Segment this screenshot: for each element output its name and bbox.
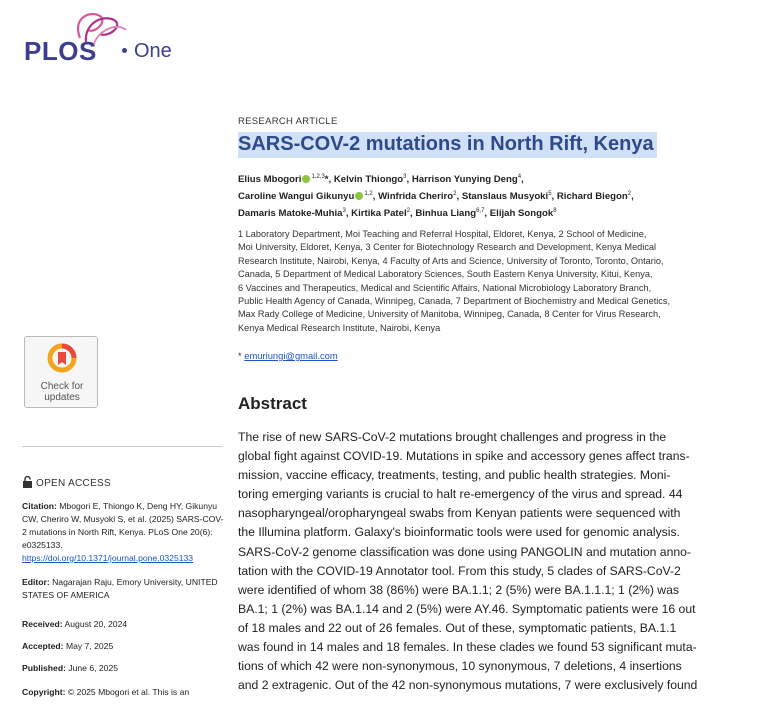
corresponding-email: * emuriungi@gmail.com [238,350,338,361]
sidebar-divider [22,446,222,447]
affiliation-line: 1 Laboratory Department, Moi Teaching and Referral Hospital, Eldoret, Kenya, 2 School of Medicine, [238,229,647,239]
affiliations [238,228,748,335]
author-list [238,170,748,222]
badge-line1: Check for [40,381,84,392]
received-block: Received: August 20, 2024 [22,619,128,629]
affiliation-line: Research Institute, Nairobi, Kenya, 4 Faculty of Arts and Science, University of Toronto, Toronto, Ontario, [238,255,664,266]
affiliation-line: Kenya Medical Research Institute, Nairobi, Kenya [238,322,441,333]
abstract-line: BA.1; 1 (2%) was BA.1.14 and 2 (5%) were AY.46. Symptomatic patients were 16 out [238,601,696,616]
open-lock-icon [22,476,33,488]
logo-dot [122,48,127,53]
affiliation-line: Canada, 5 Department of Medical Laboratory Sciences, South Eastern Kenya University, Kitui, Kenya, [238,269,653,280]
abstract-line: the Illumina platform. Galaxy's bioinformatic tools were used for genomic analysis. [238,525,680,540]
abstract-heading: Abstract [238,394,307,413]
accepted-block: Accepted: May 7, 2025 [22,641,114,651]
abstract-line: mission, vaccine efficacy, treatments, testing, and public health strategies. Moni- [238,468,671,483]
published-block: Published: June 6, 2025 [22,663,119,673]
abstract-body [238,428,744,695]
editor-block: Editor: Nagarajan Raju, Emory University, UNITED STATES OF AMERICA [22,577,218,600]
badge-line2: updates [44,392,80,403]
abstract-line: of 18 males and 22 out of 26 females. Out of these, symptomatic patients, BA.1.1 [238,620,677,635]
abstract-line: toring emerging variants is crucial to halt re-emergency of the virus and spread. 44 [238,487,683,502]
abstract-line: nasopharyngeal/oropharyngeal swabs from Kenyan patients were sequenced with [238,506,681,521]
check-for-updates-badge[interactable] [24,336,98,408]
plos-one-logo[interactable] [22,8,192,68]
article-title: SARS-COV-2 mutations in North Rift, Kenya [238,132,657,158]
citation-doi-link[interactable]: https://doi.org/10.1371/journal.pone.0325133 [22,553,194,563]
author-line-3: Damaris Matoke-Muhia$^3$, Kirtika Patel$^2$, Binhua Liang$^{6,7}$, Elijah Songok$^8$ [238,208,557,220]
abstract-line: tions of which 42 were non-synonymous, 10 synonymous, 7 deletions, 4 insertions [238,659,682,674]
orcid-icon[interactable] [302,175,310,183]
orcid-icon[interactable] [355,192,363,200]
author-line-2: Caroline Wangui Gikunyu $^{1,2}$, Winfrida Cheriro$^2$, Stanslaus Musyoki$^5$, Richard Biegon$^2$, [238,191,634,203]
abstract-line: global fight against COVID-19. Mutations in spike and accessory genes affect trans- [238,449,690,464]
affiliation-line: Public Health Agency of Canada, Winnipeg, Canada, 7 Department of Biochemistry and Medical Genetics, [238,296,671,307]
abstract-line: and 2 extragenic. Out of the 42 non-synonymous mutations, 7 were exclusively found [238,678,698,693]
logo-one-text: One [134,40,172,62]
crossmark-icon [47,343,77,373]
email-link[interactable]: emuriungi@gmail.com [244,350,338,361]
citation-block: Citation: Mbogori E, Thiongo K, Deng HY, Gikunyu CW, Cheriro W, Musyoki S, et al. (2025) SARS-COV-2 mutations in North Rift, Kenya. PLoS One 20(6): e0325133. https://doi.org/10.1371/journal.pone.0325133 [22,501,224,563]
open-access-label: OPEN ACCESS [22,476,111,489]
abstract-line: SARS-CoV-2 genome classification was done using PANGOLIN and mutation anno- [238,544,691,559]
copyright-block: Copyright: © 2025 Mbogori et al. This is an [22,687,190,697]
abstract-line: was found in 14 males and 18 females. In these clades we found 53 significant muta- [238,640,697,655]
affiliation-line: 6 Vaccines and Therapeutics, Medical and Scientific Affairs, National Microbiology Laboratory Branch, [238,282,652,293]
logo-plos-text: PLOS [24,36,97,66]
abstract-line: The rise of new SARS-CoV-2 mutations brought challenges and progress in the [238,430,667,444]
article-type: RESEARCH ARTICLE [238,116,338,127]
author-line-1: Elius Mbogori $^{1,2,3}$*, Kelvin Thiongo$^3$, Harrison Yunying Deng$^4$, [238,174,524,186]
affiliation-line: Max Rady College of Medicine, University of Manitoba, Winnipeg, Canada, 8 Center for Virus Research, [238,309,661,320]
abstract-line: tation with the COVID-19 Annotator tool. From this study, 5 clades of SARS-CoV-2 [238,563,681,578]
affiliation-line: Moi University, Eldoret, Kenya, 3 Center for Biotechnology Research and Development, Kenya Medical [238,242,657,253]
abstract-line: were identified of whom 38 (86%) were BA.1.1; 2 (5%) were BA.1.1.1; 1 (2%) was [238,582,679,597]
